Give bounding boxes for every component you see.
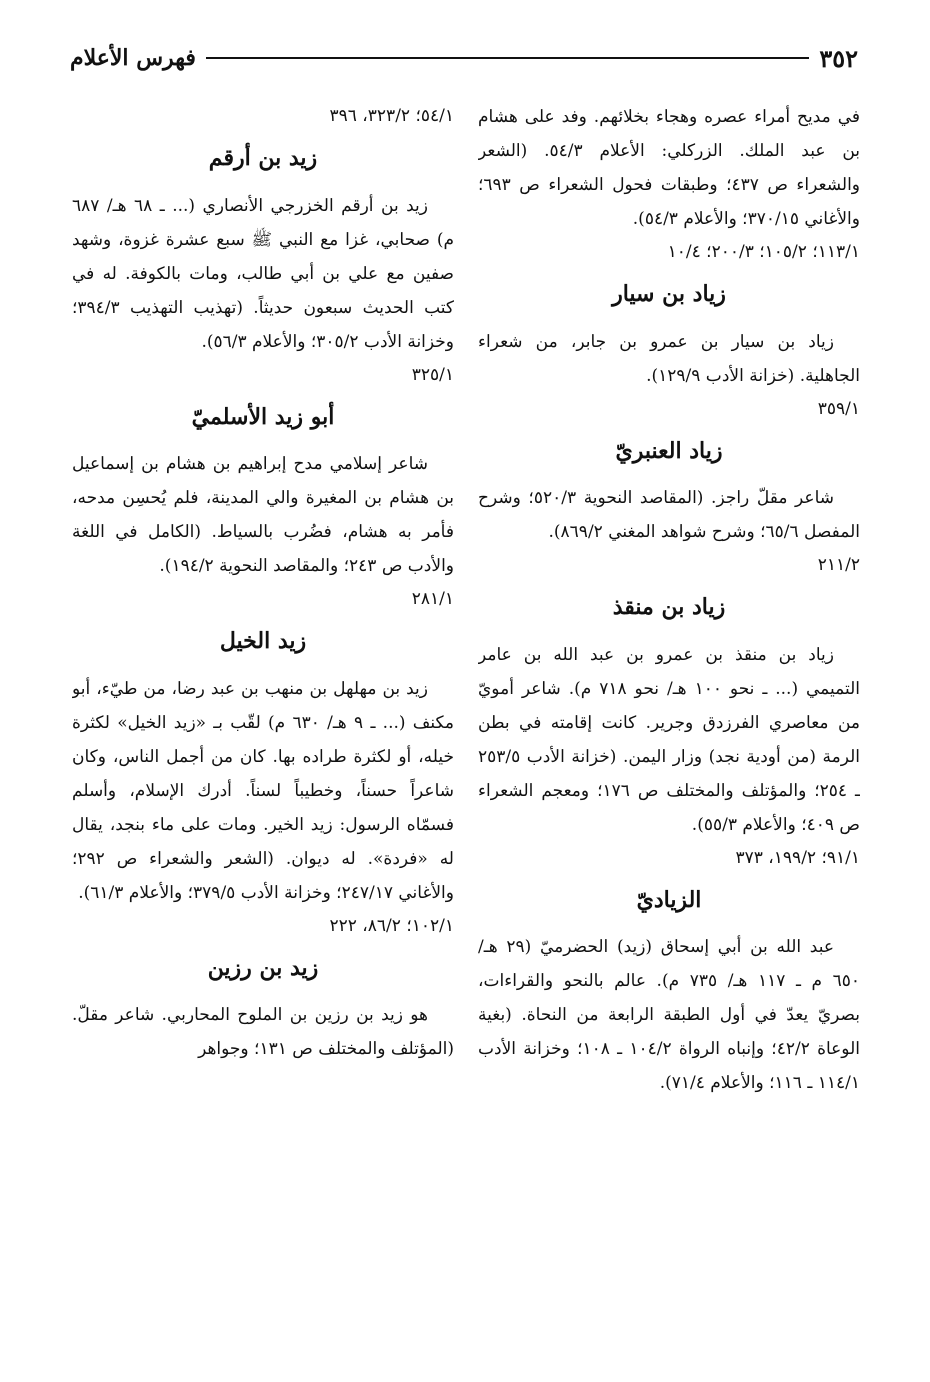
- entry-body: عبد الله بن أبي إسحاق (زيد) الحضرميّ (٢٩ هـ/ ٦٥٠ م ـ ١١٧ هـ/ ٧٣٥ م). عالم بالنحو والقراءات، بصريّ يعدّ في أول الطبقة الرابعة من النحاة. (بغية الوعاة ٤٢/٢؛ وإنباه الرواة ١٠٤/٢ ـ ١٠٨؛ وخزانة الأدب ١١٤/١ ـ ١١٦؛ والأعلام ٧١/٤).: [478, 937, 860, 1094]
- entry-title: زياد بن منقذ: [612, 594, 726, 621]
- entry-refs: ٥٤/١؛ ٣٢٣/٢، ٣٩٦: [329, 106, 454, 126]
- entry-title: أبو زيد الأسلميّ: [191, 403, 335, 430]
- entry-title: الزياديّ: [636, 886, 702, 913]
- entry-refs: ٣٢٥/١: [411, 364, 454, 385]
- entry-ziyad-bin-munqidh: [478, 593, 860, 874]
- entry-zayd-bin-razin: [72, 954, 454, 1067]
- entry-abu-zayd-al-aslami: [72, 403, 454, 616]
- entry-zayd-bin-arqam: [72, 144, 454, 391]
- entry-title: زياد العنبريّ: [615, 437, 723, 464]
- entry-body: هو زيد بن رزين بن الملوح المحاربي. شاعر مقلّ. (المؤتلف والمختلف ص ١٣١؛ وجواهر: [72, 1005, 454, 1060]
- entry-body: زيد بن مهلهل بن منهب بن عبد رضا، من طيّء، أبو مكنف (... ـ ٩ هـ/ ٦٣٠ م) لقّب بـ «زيد الخيل» لكثرة خيله، أو لكثرة طراده بها. كان من أجمل الناس، وكان شاعراً حسناً، وخطيباً لسناً. أدرك الإسلام، وأسلم فسمّاه الرسول: زيد الخير. ومات على ماء بنجد، يقال له «فردة». له ديوان. (الشعر والشعراء ص ٢٩٢؛ والأغاني ٢٤٧/١٧؛ وخزانة الأدب ٣٧٩/٥؛ والأعلام ٦١/٣).: [72, 678, 454, 903]
- continued-entry: [72, 100, 454, 132]
- entry-ziyad-al-anbari: [478, 437, 860, 582]
- entry-title: زيد بن رزين: [207, 954, 319, 981]
- entry-title: زيد الخيل: [219, 628, 307, 655]
- entry-refs: ١١٣/١؛ ١٠٥/٢؛ ٢٠٠/٣؛ ١٠/٤: [667, 242, 860, 262]
- entry-refs: ٢١١/٢: [817, 555, 860, 576]
- page-number: ٣٥٢: [819, 43, 858, 73]
- entry-refs: ١٠٢/١؛ ٨٦/٢، ٢٢٢: [329, 915, 454, 936]
- entry-zayd-al-khayl: [72, 627, 454, 942]
- left-column: [72, 100, 454, 1362]
- header-rule: [206, 57, 809, 59]
- continued-entry: [478, 100, 860, 268]
- entry-body: شاعر مقلّ راجز. (المقاصد النحوية ٥٢٠/٣؛ وشرح المفصل ٦٥/٦؛ وشرح شواهد المغني ٨٦٩/٢).: [478, 488, 860, 543]
- entry-body: في مديح أمراء عصره وهجاء بخلائهم. وفد على هشام بن عبد الملك. الزركلي: الأعلام ٥٤/٣. (الشعر والشعراء ص ٤٣٧؛ وطبقات فحول الشعراء ص ٦٩٣؛ والأغاني ٣٧٠/١٥؛ والأعلام ٥٤/٣).: [478, 107, 860, 229]
- entry-ziyad-bin-sayyar: [478, 280, 860, 425]
- entry-title: زيد بن أرقم: [208, 145, 318, 171]
- right-column: [478, 100, 860, 1362]
- entry-body: زياد بن منقذ بن عمرو بن عبد الله بن عامر التميمي (... ـ نحو ١٠٠ هـ/ نحو ٧١٨ م). شاعر أمويّ من معاصري الفرزدق وجرير. كانت إقامته في بطن الرمة (من أودية نجد) وزار اليمن. (خزانة الأدب ٢٥٣/٥ ـ ٢٥٤؛ والمؤتلف والمختلف ص ١٧٦؛ ومعجم الشعراء ص ٤٠٩؛ والأعلام ٥٥/٣).: [478, 644, 860, 835]
- page-header: [70, 38, 858, 78]
- entry-refs: ٢٨١/١: [411, 589, 454, 610]
- entry-body: زياد بن سيار بن عمرو بن جابر، من شعراء الجاهلية. (خزانة الأدب ١٢٩/٩).: [478, 331, 860, 386]
- entry-title: زياد بن سيار: [612, 281, 726, 307]
- entry-refs: ٩١/١؛ ١٩٩/٢، ٣٧٣: [735, 847, 860, 868]
- entry-body: شاعر إسلامي مدح إبراهيم بن هشام بن إسماعيل بن هشام بن المغيرة والي المدينة، فلم يُحسِن مدحه، فأمر به هشام، فضُرب بالسياط. (الكامل في اللغة والأدب ص ٢٤٣؛ والمقاصد النحوية ١٩٤/٢).: [72, 454, 454, 577]
- running-title: فهرس الأعلام: [70, 45, 196, 71]
- entry-body: زيد بن أرقم الخزرجي الأنصاري (... ـ ٦٨ هـ/ ٦٨٧ م) صحابي، غزا مع النبي ﷺ سبع عشرة غزوة، وشهد صفين مع علي بن أبي طالب، ومات بالكوفة. له في كتب الحديث سبعون حديثاً. (تهذيب التهذيب ٣٩٤/٣؛ وخزانة الأدب ٣٠٥/٢؛ والأعلام ٥٦/٣).: [72, 195, 454, 352]
- entry-refs: ٣٥٩/١: [817, 398, 860, 419]
- entry-al-ziyadi: [478, 886, 860, 1101]
